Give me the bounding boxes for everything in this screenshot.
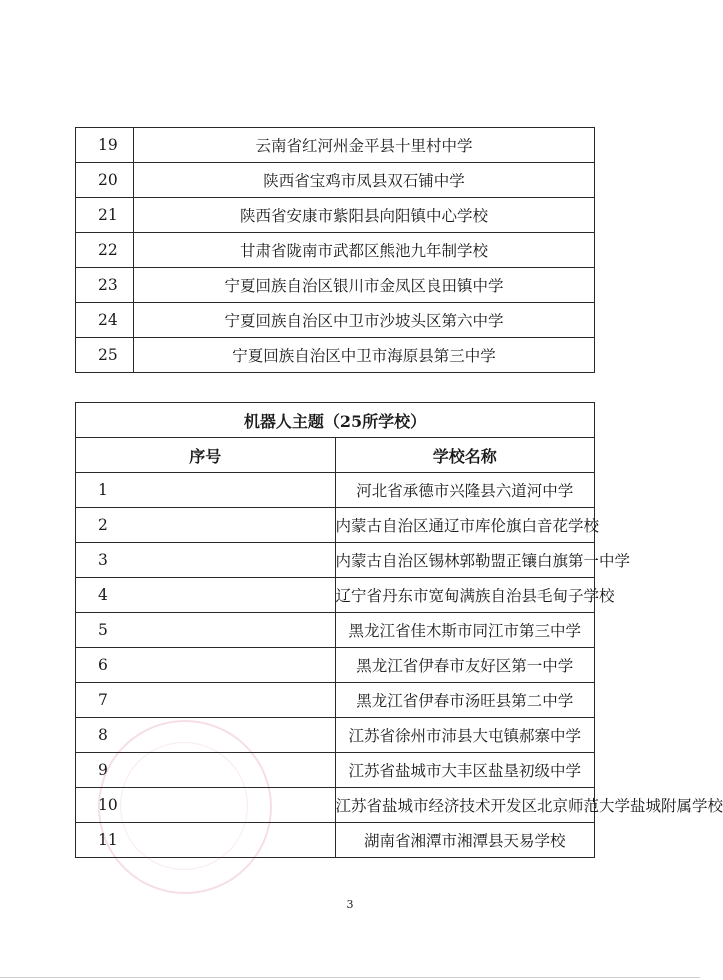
table-row — [76, 163, 595, 198]
row-serial-number: 6 — [76, 648, 336, 683]
row-serial-number: 1 — [76, 473, 336, 508]
header-serial-number: 序号 — [76, 438, 336, 473]
row-school-name: 陕西省宝鸡市凤县双石铺中学 — [134, 163, 595, 198]
row-school-name: 江苏省盐城市大丰区盐垦初级中学 — [335, 753, 595, 788]
row-school-name: 江苏省盐城市经济技术开发区北京师范大学盐城附属学校 — [335, 788, 595, 823]
row-school-name: 黑龙江省伊春市友好区第一中学 — [335, 648, 595, 683]
row-serial-number: 25 — [76, 338, 134, 373]
table-row — [76, 338, 595, 373]
row-serial-number: 22 — [76, 233, 134, 268]
row-serial-number: 10 — [76, 788, 336, 823]
table-row — [76, 753, 595, 788]
table-row — [76, 578, 595, 613]
row-serial-number: 9 — [76, 753, 336, 788]
row-school-name: 江苏省徐州市沛县大屯镇郝寨中学 — [335, 718, 595, 753]
table-row — [76, 473, 595, 508]
row-serial-number: 2 — [76, 508, 336, 543]
scan-bottom-edge — [0, 977, 700, 978]
table-row — [76, 543, 595, 578]
table-row — [76, 198, 595, 233]
row-serial-number: 24 — [76, 303, 134, 338]
row-serial-number: 11 — [76, 823, 336, 858]
row-school-name: 宁夏回族自治区银川市金凤区良田镇中学 — [134, 268, 595, 303]
row-school-name: 宁夏回族自治区中卫市海原县第三中学 — [134, 338, 595, 373]
row-serial-number: 23 — [76, 268, 134, 303]
row-school-name: 甘肃省陇南市武都区熊池九年制学校 — [134, 233, 595, 268]
row-school-name: 宁夏回族自治区中卫市沙坡头区第六中学 — [134, 303, 595, 338]
table-row — [76, 268, 595, 303]
table-row — [76, 788, 595, 823]
row-school-name: 内蒙古自治区通辽市库伦旗白音花学校 — [335, 508, 595, 543]
table-row — [76, 303, 595, 338]
row-school-name: 黑龙江省伊春市汤旺县第二中学 — [335, 683, 595, 718]
row-serial-number: 21 — [76, 198, 134, 233]
row-school-name: 内蒙古自治区锡林郭勒盟正镶白旗第一中学 — [335, 543, 595, 578]
row-serial-number: 3 — [76, 543, 336, 578]
row-school-name: 云南省红河州金平县十里村中学 — [134, 128, 595, 163]
row-serial-number: 4 — [76, 578, 336, 613]
row-school-name: 黑龙江省佳木斯市同江市第三中学 — [335, 613, 595, 648]
table-row — [76, 648, 595, 683]
row-serial-number: 7 — [76, 683, 336, 718]
table-title-row — [76, 403, 595, 438]
header-school-name: 学校名称 — [335, 438, 595, 473]
page-number: 3 — [346, 898, 354, 911]
row-school-name: 陕西省安康市紫阳县向阳镇中心学校 — [134, 198, 595, 233]
table-row — [76, 823, 595, 858]
row-serial-number: 5 — [76, 613, 336, 648]
row-school-name: 辽宁省丹东市宽甸满族自治县毛甸子学校 — [335, 578, 595, 613]
robotics-theme-school-table — [75, 402, 723, 858]
row-school-name: 湖南省湘潭市湘潭县天易学校 — [335, 823, 595, 858]
table-row — [76, 128, 595, 163]
table-header-row — [76, 438, 595, 473]
table-row — [76, 683, 595, 718]
row-serial-number: 20 — [76, 163, 134, 198]
row-school-name: 河北省承德市兴隆县六道河中学 — [335, 473, 595, 508]
school-list-table-continued — [75, 127, 595, 373]
table-row — [76, 233, 595, 268]
table-row — [76, 613, 595, 648]
table-row — [76, 508, 595, 543]
table-title: 机器人主题（25所学校） — [76, 403, 595, 438]
row-serial-number: 19 — [76, 128, 134, 163]
table-row — [76, 718, 595, 753]
row-serial-number: 8 — [76, 718, 336, 753]
